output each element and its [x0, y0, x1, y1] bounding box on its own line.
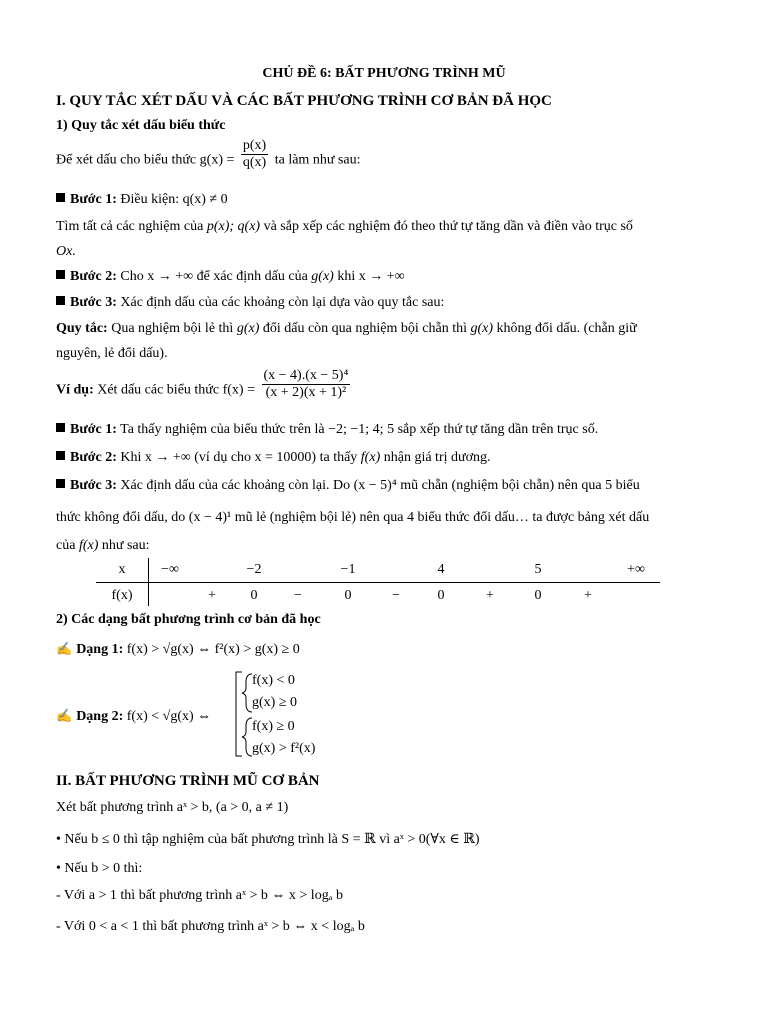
sign-table-f-value: 0: [250, 588, 258, 603]
intro-g: g(x) =: [199, 152, 235, 168]
s2-bullet1-text-b: thì tập nghiệm của bất phương trình là: [123, 832, 338, 847]
example-label: Ví dụ:: [56, 382, 94, 398]
rule-text-a: Qua nghiệm bội lẻ thì: [111, 321, 234, 336]
sign-table-f-value: +: [208, 588, 216, 603]
sign-table-x-value: 5: [534, 562, 542, 577]
step1-line: [56, 191, 714, 209]
step2-text-khi: khi: [337, 269, 356, 284]
rule-line-2: nguyên, lẻ đổi dấu).: [56, 346, 168, 361]
square-bullet-icon: [56, 193, 65, 202]
sign-table-f-value: +: [486, 588, 494, 603]
rule-text-b: đổi dấu còn qua nghiệm bội chẵn thì: [262, 321, 467, 336]
example-f: f(x) =: [222, 382, 255, 398]
rule-text-c: không đổi dấu. (chẵn giữ: [496, 321, 637, 336]
example-denominator: (x + 2)(x + 1)²: [265, 385, 347, 400]
pencil-icon: ✍: [56, 641, 73, 656]
sign-table-x-label: x: [118, 562, 126, 577]
step2-text-mid: để xác định dấu của: [196, 269, 308, 284]
sign-table-x-value: 4: [437, 562, 445, 577]
subheading-1: 1) Quy tắc xét dấu biểu thức: [56, 118, 226, 133]
form2-case-3: f(x) ≥ 0: [252, 719, 295, 734]
sign-table-column-divider: [148, 558, 149, 606]
ex-step1-line: [56, 421, 714, 439]
s2-text: Xét bất phương trình: [56, 800, 174, 815]
ex-step3-math-1: (x − 5)⁴: [353, 478, 397, 493]
square-bullet-icon: [56, 451, 65, 460]
ex-step1-math: −2; −1; 4; 5: [328, 422, 395, 437]
sign-table: [96, 558, 660, 606]
rule-g2: g(x): [470, 321, 494, 336]
ex-step3-line-3: [56, 537, 714, 555]
intro-numerator: p(x): [242, 138, 267, 153]
s2-line: [56, 799, 714, 817]
ex-step3-text-b: mũ chẵn (nghiệm bội chẵn) nên qua 5 biểu: [400, 478, 640, 493]
form2-case-1: f(x) < 0: [252, 673, 295, 688]
sign-table-f-value: 0: [344, 588, 352, 603]
sign-table-f-value: −: [392, 588, 400, 603]
ex-step3-math-2: (x − 4)¹: [188, 510, 232, 525]
step3-line: [56, 294, 714, 312]
sign-table-x-value: −1: [340, 562, 356, 577]
step3-label: Bước 3:: [70, 295, 117, 310]
pencil-icon: ✍: [56, 708, 73, 723]
step1-math: q(x) ≠ 0: [182, 192, 228, 207]
ex-step2-math: x → +∞: [144, 450, 191, 465]
s2-bullet1-math-3: aˣ > 0(∀x ∈ ℝ): [393, 832, 480, 847]
ex-step2-line: [56, 449, 714, 467]
ex-step3-label: Bước 3:: [70, 478, 117, 493]
ex-step3-line: [56, 477, 714, 495]
example-line: [56, 368, 714, 401]
form2-lhs: f(x) < √g(x) ⇔: [126, 709, 212, 724]
s2-bullet1-text-c: vì: [379, 832, 391, 847]
ex-step1-text: Ta thấy nghiệm của biểu thức trên là: [120, 422, 325, 437]
rule-line: [56, 320, 714, 338]
sign-table-f-label: f(x): [111, 588, 133, 603]
s2-bullet1-math-1: b ≤ 0: [91, 832, 120, 847]
form2-label: Dạng 2:: [76, 709, 124, 724]
step2-math: x → +∞: [147, 269, 194, 284]
step2-g: g(x): [311, 269, 334, 284]
step1-text: Điều kiện:: [120, 192, 180, 207]
sign-table-f-value: 0: [534, 588, 542, 603]
sign-table-x-value: +∞: [627, 562, 645, 577]
ex-step3-text: Xác định dấu của các khoảng còn lại. Do: [120, 478, 351, 493]
s2-case2-math: aˣ > b ⇔ x < logₐ b: [257, 919, 365, 934]
ex-step3-text-d: mũ lẻ (nghiệm bội lẻ) nên qua 4 biểu thức đổi dấu… ta được bảng xét dấu: [234, 510, 650, 525]
para1-pq: p(x); q(x): [206, 219, 261, 234]
ex-step2-f: f(x): [360, 450, 381, 465]
example-numerator: (x − 4).(x − 5)⁴: [263, 368, 349, 383]
s2-bullet2-line: • Nếu b > 0 thì:: [56, 861, 143, 876]
square-bullet-icon: [56, 270, 65, 279]
intro-text-end: ta làm như sau:: [274, 152, 361, 168]
step2-math-2: x → +∞: [358, 269, 405, 284]
sign-table-divider: [96, 582, 660, 583]
sign-table-f-value: +: [584, 588, 592, 603]
s2-case2-text: - Với 0 < a < 1 thì bất phương trình: [56, 919, 255, 934]
example-text: Xét dấu các biểu thức: [97, 382, 220, 398]
step1-label: Bước 1:: [70, 192, 117, 207]
s2-bullet1-text: • Nếu: [56, 832, 88, 847]
square-bullet-icon: [56, 479, 65, 488]
form1-math: f(x) > √g(x) ⇔ f²(x) > g(x) ≥ 0: [126, 642, 300, 657]
ex-step2-text-mid: (ví dụ cho x = 10000) ta thấy: [194, 450, 358, 465]
form2-case-2: g(x) ≥ 0: [252, 695, 298, 710]
s2-math: aˣ > b, (a > 0, a ≠ 1): [176, 800, 289, 815]
ex-step3-f: f(x): [78, 538, 99, 553]
s2-case1-line: [56, 887, 714, 905]
rule-g1: g(x): [236, 321, 260, 336]
intro-text: Để xét dấu cho biểu thức: [56, 152, 197, 168]
step3-text: Xác định dấu của các khoảng còn lại dựa vào quy tắc sau:: [120, 295, 445, 310]
intro-denominator: q(x): [242, 155, 267, 170]
form2-case-4: g(x) > f²(x): [252, 741, 316, 756]
sign-table-x-value: −∞: [161, 562, 179, 577]
step2-line: [56, 268, 714, 286]
step2-label: Bước 2:: [70, 269, 117, 284]
sign-table-x-value: −2: [246, 562, 262, 577]
ex-step3-text-c: thức không đổi dấu, do: [56, 510, 186, 525]
intro-fraction: [241, 138, 268, 171]
form1-label: Dạng 1:: [76, 642, 124, 657]
para1-text-end: và sắp xếp các nghiệm đó theo thứ tự tăng dần và điền vào trục số: [263, 219, 633, 234]
para1-ox: Ox.: [56, 244, 76, 259]
square-bullet-icon: [56, 423, 65, 432]
sign-table-f-value: −: [294, 588, 302, 603]
form1-line: [56, 640, 714, 659]
example-fraction: [262, 368, 351, 401]
square-bullet-icon: [56, 296, 65, 305]
sign-table-f-value: 0: [437, 588, 445, 603]
s2-bullet1-line: [56, 831, 714, 849]
ex-step2-text-end: nhận giá trị dương.: [383, 450, 491, 465]
section-heading-1: I. QUY TẮC XÉT DẤU VÀ CÁC BẤT PHƯƠNG TRÌNH CƠ BẢN ĐÃ HỌC: [56, 93, 552, 109]
s2-case1-math: aˣ > b ⇔ x > logₐ b: [235, 888, 344, 903]
ex-step1-text-end: sắp xếp thứ tự tăng dần trên trục số.: [397, 422, 599, 437]
ex-step3-line-2: [56, 509, 714, 527]
subheading-2: 2) Các dạng bất phương trình cơ bản đã học: [56, 612, 321, 627]
ex-step2-label: Bước 2:: [70, 450, 117, 465]
ex-step1-label: Bước 1:: [70, 422, 117, 437]
form2-line: [56, 707, 714, 726]
ex-step3-text-e: của: [56, 538, 76, 553]
para1-line: [56, 218, 714, 236]
ex-step2-text: Khi: [120, 450, 142, 465]
s2-case2-line: [56, 918, 714, 936]
s2-bullet1-math-2: S = ℝ: [341, 832, 376, 847]
para1-text: Tìm tất cả các nghiệm của: [56, 219, 204, 234]
intro-line: [56, 138, 714, 171]
page-title: CHỦ ĐỀ 6: BẤT PHƯƠNG TRÌNH MŨ: [262, 66, 506, 81]
step2-text: Cho: [120, 269, 144, 284]
s2-case1-text: - Với a > 1 thì bất phương trình: [56, 888, 233, 903]
rule-label: Quy tắc:: [56, 321, 108, 336]
section-heading-2: II. BẤT PHƯƠNG TRÌNH MŨ CƠ BẢN: [56, 773, 320, 789]
ex-step3-text-g: như sau:: [101, 538, 150, 553]
